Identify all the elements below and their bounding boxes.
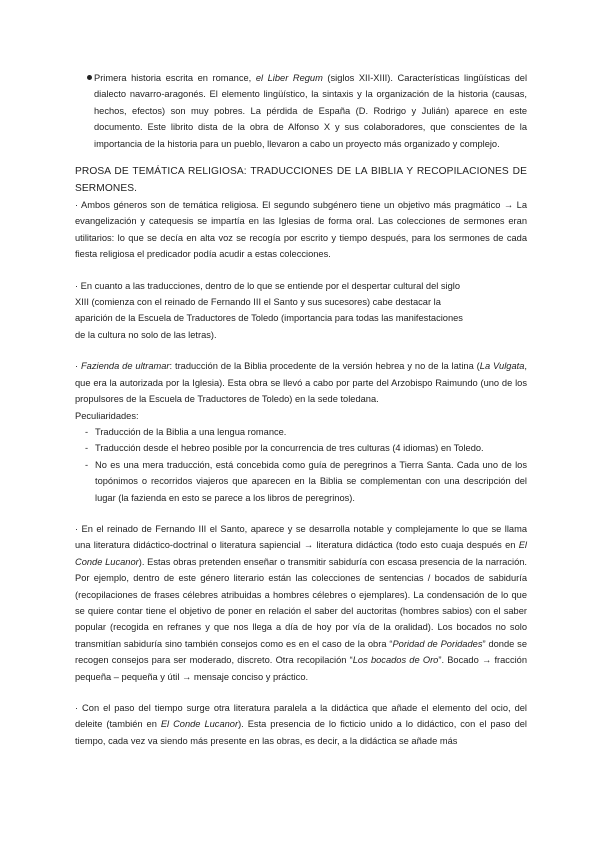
list-item: - Traducción desde el hebreo posible por la concurrencia de tres culturas (4 idiomas) en Toledo. (85, 443, 484, 454)
bocados-de-oro-title: Los bocados de Oro (352, 655, 439, 666)
vulgata-title: La Vulgata (479, 361, 525, 372)
bullet-paragraph (94, 70, 527, 152)
paragraph-fazienda (75, 358, 527, 407)
fazienda-title: · Fazienda de ultramar (75, 361, 170, 372)
peculiaridades-label: Peculiaridades: (75, 410, 139, 421)
section-heading: PROSA DE TEMÁTICA RELIGIOSA: TRADUCCIONES DE LA BIBLIA Y RECOPILACIONES DE SERMONES. (75, 166, 527, 195)
conde-lucanor-title: El Conde Lucanor (75, 540, 527, 567)
traducciones-line-2: XIII (comienza con el reinado de Fernando III el Santo y sus sucesores) cabe destacar la (75, 297, 441, 308)
poridad-title: Poridad de Poridades (392, 638, 483, 649)
conde-lucanor-title-2: El Conde Lucanor (160, 719, 239, 730)
list-item: - No es una mera traducción, está concebida como guía de peregrinos a Tierra Santa. Cada uno de los topónimos o recorridos viajeros que aparecen en la Biblia se complementan con una descripción del lugar (la fazienda en esto se parece a los libros de peregrinos). (85, 459, 527, 503)
traducciones-line-4: de la cultura no solo de las letras). (75, 329, 217, 340)
liber-regum-title: el Liber Regum (255, 73, 323, 83)
paragraph-generos: · Ambos géneros son de temática religiosa. El segundo subgénero tiene un objetivo más pragmático → La evangelización y catequesis se impartía en las Iglesias de forma oral. Las colecciones de sermones eran utilitarios: lo que se decía en alta voz se recogía por escrito y tiempo después, para los sermones de cada fiesta religiosa el predicador podía acudir a estas colecciones. (75, 200, 527, 260)
traducciones-line-1: · En cuanto a las traducciones, dentro de lo que se entiende por el despertar cultural del siglo (75, 280, 461, 291)
bullet-text-pre: Primera historia escrita en romance, (94, 73, 256, 83)
bullet-item-liber-regum (75, 70, 527, 152)
paragraph-traducciones (75, 278, 527, 344)
paragraph-didactica: · En el reinado de Fernando III el Santo, aparece y se desarrolla notable y complejamente lo que se llama una literatura didáctico-doctrinal o literatura sapiencial → literatura didáctica (todo esto cuaja después en El Conde Lucanor). Estas obras pretenden enseñar o transmitir sabiduría con escasa presencia de la narración. Por ejemplo, dentro de este género literario están las colecciones de sentencias / bocados de sabiduría (recopilaciones de frases célebres atribuidas a hombres célebres o ejemplares). La condensación de lo que se quiere contar tiene el objetivo de poner en relación el saber del auctoritas (hombres sabios) con el saber popular (recogida en refranes y que nos llega a día de hoy por vía de la oralidad). Los bocados no solo transmitían sabiduría sino también consejos como es en el caso de la obra “Poridad de Poridades” donde se recogen consejos para ser moderado, discreto. Otra recopilación “Los bocados de Oro”. Bocado → fracción pequeña – pequeña y útil → mensaje conciso y práctico. (75, 523, 527, 682)
document-page (75, 70, 527, 749)
traducciones-line-3: aparición de la Escuela de Traductores de Toledo (importancia para todas las manifestaciones (75, 313, 463, 324)
bullet-text-post: (siglos XII-XIII). Características lingüísticas del dialecto navarro-aragonés. El elemento lingüístico, la sintaxis y la organización de la historia (causas, hechos, efectos) son muy pobres. La pérdida de España (D. Rodrigo y Julián) aparece en este documento. Este librito dista de la obra de Alfonso X y sus colaboradores, que conscientes de la importancia de la historia para un pueblo, llevaron a cabo un proyecto más organizado y complejo. (94, 73, 528, 149)
fazienda-text-2: , que era la autorizada por la Iglesia). Esta obra se llevó a cabo por parte del Arzobispo Raimundo (uno de los propulsores de la Escuela de Traductores de Toledo) en la sede toledana. (75, 361, 527, 405)
paragraph-ocio: · Con el paso del tiempo surge otra literatura paralela a la didáctica que añade el elemento del ocio, del deleite (también en El Conde Lucanor). Esta presencia de lo ficticio unido a lo didáctico, con el paso del tiempo, cada vez va siendo más presente en las obras, es decir, a la didáctica se añade más (75, 703, 527, 746)
fazienda-text-1: : traducción de la Biblia procedente de la versión hebrea y no de la latina ( (169, 361, 480, 372)
peculiaridades-list (75, 424, 527, 506)
list-item: - Traducción de la Biblia a una lengua romance. (85, 426, 287, 437)
bullet-icon (87, 75, 92, 80)
